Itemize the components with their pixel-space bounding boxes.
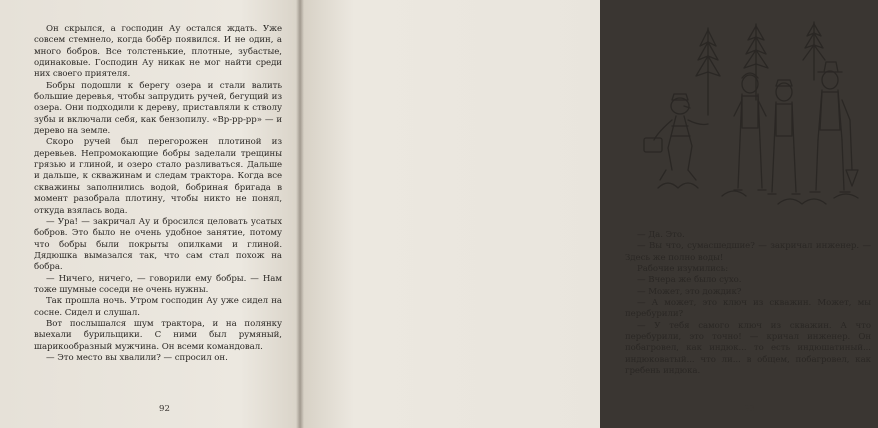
paragraph: Так прошла ночь. Утром господин Ау уже сидел на сосне. Сидел и слушал. — [34, 296, 282, 318]
book-gutter — [296, 0, 304, 428]
pine-tree-icon — [803, 22, 825, 80]
paragraph: — Да. Это. — [637, 230, 685, 240]
paragraph: — У тебя самого ключ из скважин. А что перебурили, это точно! — кричал инженер. Он побагровел, как индюк... то есть индюшатиный... индюковатый... что ли... в общем, побагровел, как гребень индюка. — [625, 320, 871, 377]
worker-figure — [768, 80, 800, 194]
left-page — [0, 0, 300, 428]
paragraph: Бобры подошли к берегу озера и стали валить большие деревья, чтобы запрудить ручей, бегущий из озера. Они подходили к дереву, приставляли к стволу зубы и включали себя, как бензопилу. «Вр-рр-рр» — и дерево на земле. — [34, 80, 282, 137]
paragraph: Рабочие изумились: — [637, 264, 729, 275]
people-in-forest-illustration — [638, 20, 878, 220]
worker-figure — [810, 62, 858, 192]
left-page-text — [34, 24, 282, 364]
worker-figure — [734, 73, 766, 190]
right-page-text — [625, 230, 871, 377]
paragraph: — А может, это ключ из скважин. Может, мы перебурили? — [625, 298, 871, 320]
inspector-figure — [644, 94, 708, 180]
pine-tree-icon — [744, 24, 768, 100]
paragraph: — Вчера же было сухо. — [637, 275, 742, 286]
paragraph: — Это место вы хвалили? — спросил он. — [46, 352, 228, 363]
paragraph: — Вы что, сумасшедшие? — закричал инженер. — Здесь же полно воды! — [625, 241, 871, 263]
paragraph: Скоро ручей был перегорожен плотиной из деревьев. Непромокающие бобры заделали трещины грязью и глиной, и озеро стало разливаться. Дальше и дальше, к скважинам и следам трактора. Когда все скважины заполнились водой, бобриная бригада в момент разобрала плотину, чтобы никто не понял, откуда взялась вода. — [34, 137, 282, 216]
pine-tree-icon — [696, 28, 720, 115]
page-number-left: 92 — [159, 404, 170, 414]
paragraph: — Ура! — закричал Ау и бросился целовать усатых бобров. Это было не очень удобное занятие, потому что бобры были покрыты опилками и глиной. Дядюшка вымазался так, что сам стал похож на бобра. — [34, 216, 282, 273]
paragraph: Вот послышался шум трактора, и на полянку выехали бурильщики. С ними был румяный, шарикообразный мужчина. Он всеми командовал. — [34, 318, 282, 352]
right-page — [300, 0, 871, 428]
paragraph: — Ничего, ничего, — говорили ему бобры. — Нам тоже шумные соседи не очень нужны. — [34, 273, 282, 295]
page-number-right: 93 — [744, 404, 755, 414]
grass-tufts — [658, 183, 858, 204]
paragraph: — Может, это дождик? — [637, 286, 742, 297]
paragraph: Он скрылся, а господин Ау остался ждать. Уже совсем стемнело, когда бобёр появился. И не один, а много бобров. Все толстенькие, плотные, зубастые, одинаковые. Господин Ау никак не мог найти среди них своего приятеля. — [34, 24, 282, 80]
